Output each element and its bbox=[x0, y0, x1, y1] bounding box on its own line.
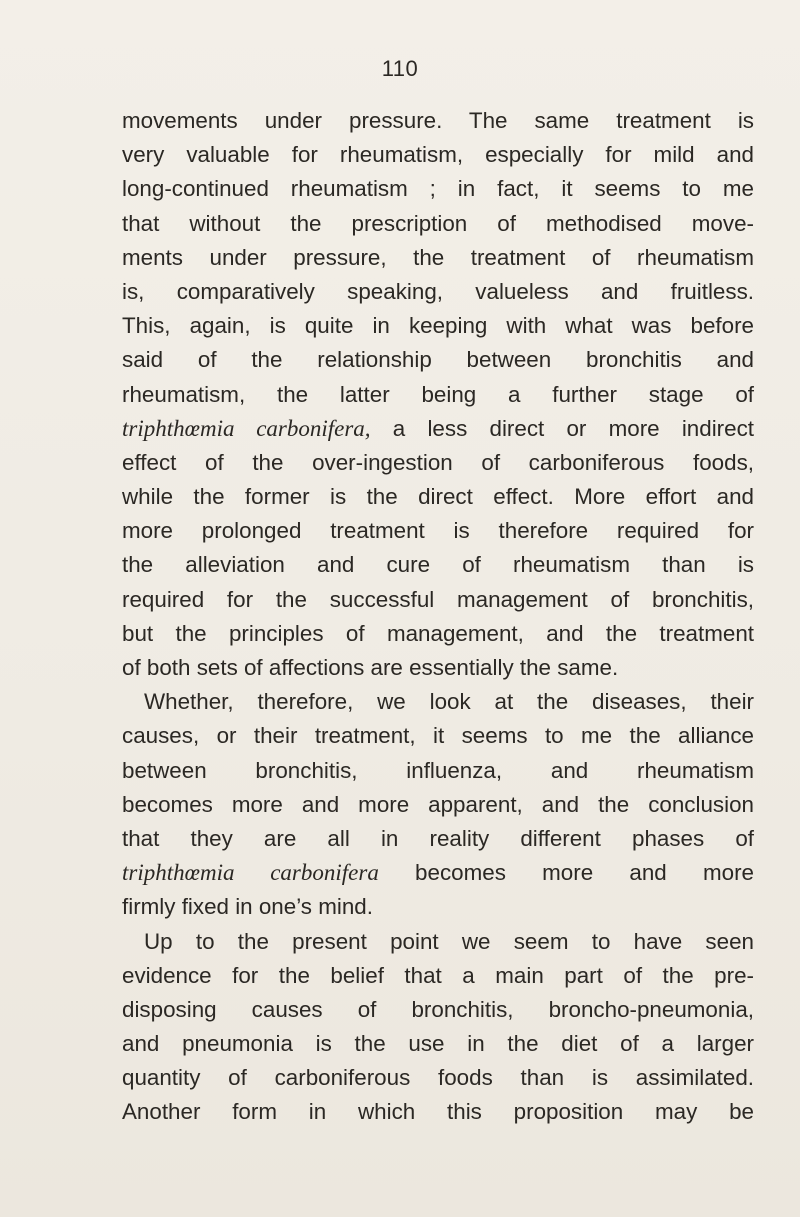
text-line bbox=[122, 651, 754, 685]
line-text: quantity of carboniferous foods than is assimilated. bbox=[122, 1065, 754, 1091]
text-line bbox=[122, 925, 754, 959]
text-line bbox=[122, 583, 754, 617]
line-text: long-continued rheumatism ; in fact, it seems to me bbox=[122, 176, 754, 202]
text-line bbox=[122, 446, 754, 480]
line-text: evidence for the belief that a main part of the pre- bbox=[122, 962, 754, 988]
italic-term: triphthœmia carbonifera bbox=[122, 860, 379, 886]
text-line bbox=[122, 412, 754, 446]
line-text: rheumatism, the latter being a further stage of bbox=[122, 381, 754, 407]
text-line bbox=[122, 856, 754, 890]
italic-term: triphthœmia carbonifera, bbox=[122, 415, 371, 441]
line-text: and pneumonia is the use in the diet of a larger bbox=[122, 1031, 754, 1057]
line-text: a less direct or more indirect bbox=[370, 415, 754, 441]
line-text: This, again, is quite in keeping with what was before bbox=[122, 313, 754, 339]
line-text: becomes more and more apparent, and the conclusion bbox=[122, 791, 754, 817]
text-line bbox=[122, 959, 754, 993]
line-text: required for the successful management of bronchitis, bbox=[122, 586, 754, 612]
line-text: disposing causes of bronchitis, broncho-pneumonia, bbox=[122, 996, 754, 1022]
text-line bbox=[122, 822, 754, 856]
text-line bbox=[122, 719, 754, 753]
text-line bbox=[122, 207, 754, 241]
line-text: while the former is the direct effect. More effort and bbox=[122, 484, 754, 510]
line-text: movements under pressure. The same treatment is bbox=[122, 108, 754, 133]
line-text: but the principles of management, and the treatment bbox=[122, 620, 754, 646]
text-line bbox=[122, 890, 754, 924]
text-line bbox=[122, 1061, 754, 1095]
text-line bbox=[122, 241, 754, 275]
text-line bbox=[122, 1095, 754, 1129]
text-line bbox=[122, 993, 754, 1027]
line-text: Another form in which this proposition may be bbox=[122, 1099, 754, 1125]
text-line bbox=[122, 378, 754, 412]
text-line bbox=[122, 548, 754, 582]
text-line bbox=[122, 617, 754, 651]
line-text: the alleviation and cure of rheumatism than is bbox=[122, 552, 754, 578]
line-text: that they are all in reality different phases of bbox=[122, 825, 754, 851]
text-line bbox=[122, 172, 754, 206]
line-text: ments under pressure, the treatment of rheumatism bbox=[122, 244, 754, 270]
line-text: of both sets of affections are essentially the same. bbox=[122, 655, 619, 680]
line-text: said of the relationship between bronchitis and bbox=[122, 347, 754, 373]
body-text bbox=[122, 104, 754, 1130]
text-line bbox=[122, 1027, 754, 1061]
line-text: effect of the over-ingestion of carboniferous foods, bbox=[122, 449, 754, 475]
line-text: more prolonged treatment is therefore required for bbox=[122, 518, 754, 544]
text-line bbox=[122, 480, 754, 514]
text-line bbox=[122, 275, 754, 309]
line-text: that without the prescription of methodised move- bbox=[122, 210, 754, 236]
line-text: between bronchitis, influenza, and rheumatism bbox=[122, 757, 754, 783]
text-line bbox=[122, 754, 754, 788]
text-line bbox=[122, 104, 754, 138]
line-text: becomes more and more bbox=[378, 860, 754, 886]
line-text: very valuable for rheumatism, especially for mild and bbox=[122, 142, 754, 168]
line-text: is, comparatively speaking, valueless and fruitless. bbox=[122, 278, 754, 304]
line-text: Up to the present point we seem to have seen bbox=[144, 928, 754, 954]
text-line bbox=[122, 343, 754, 377]
text-line bbox=[122, 788, 754, 822]
text-line bbox=[122, 685, 754, 719]
page-number: 110 bbox=[381, 56, 419, 81]
text-line bbox=[122, 138, 754, 172]
line-text: firmly fixed in one’s mind. bbox=[122, 894, 373, 920]
text-line bbox=[122, 514, 754, 548]
line-text: Whether, therefore, we look at the diseases, their bbox=[144, 689, 754, 715]
line-text: causes, or their treatment, it seems to me the alliance bbox=[122, 723, 754, 749]
text-line bbox=[122, 309, 754, 343]
